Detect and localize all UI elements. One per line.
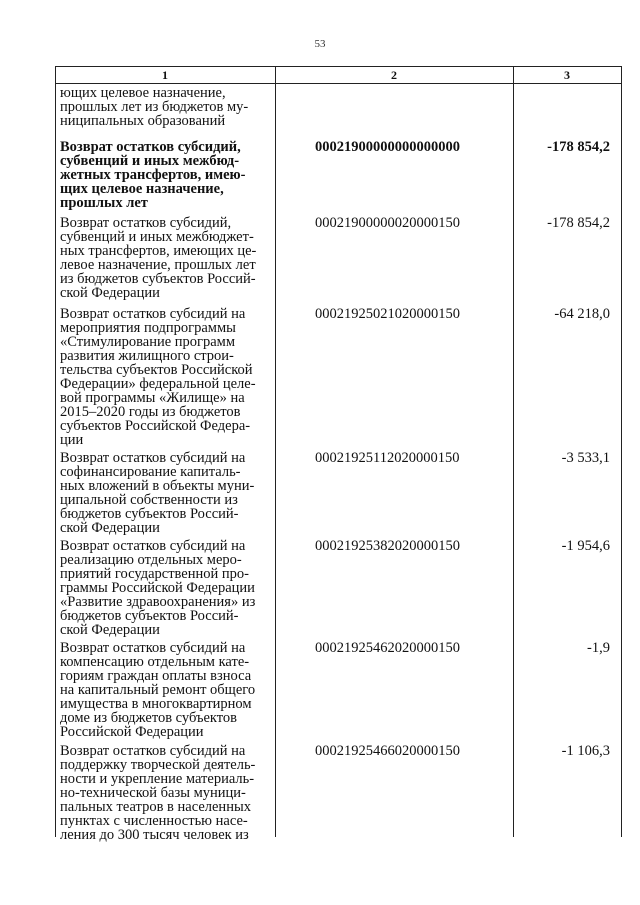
header-col-1: 1 bbox=[162, 68, 168, 82]
row-description: Возврат остатков субсидий, субвенций и иных межбюджет- ных трансфертов, имеющих це- левое назначение, прошлых лет из бюджетов субъектов Россий- ской Федерации bbox=[60, 215, 257, 301]
row-code: 00021925112020000150 bbox=[315, 450, 460, 466]
row-code: 00021925382020000150 bbox=[315, 538, 460, 554]
row-description: Возврат остатков субсидий на софинансирование капиталь- ных вложений в объекты муни- ципальной собственности из бюджетов субъектов Россий- ской Федерации bbox=[60, 450, 255, 536]
row-code: 00021925466020000150 bbox=[315, 743, 460, 759]
row-description: Возврат остатков субсидий на компенсацию отдельным кате- гориям граждан оплаты взноса на капитальный ремонт общего имущества в многоквартирном доме из бюджетов субъектов Российской Федерации bbox=[60, 640, 256, 740]
row-amount: -178 854,2 bbox=[547, 139, 610, 155]
row-code: 00021900000020000150 bbox=[315, 215, 460, 231]
table-border-left bbox=[55, 67, 56, 837]
table-border-right bbox=[621, 67, 622, 837]
row-description: ющих целевое назначение, прошлых лет из бюджетов му- ниципальных образований bbox=[60, 85, 249, 129]
row-amount: -1 106,3 bbox=[561, 743, 610, 759]
header-col-2: 2 bbox=[391, 68, 397, 82]
row-amount: -64 218,0 bbox=[554, 306, 610, 322]
row-description: Возврат остатков субсидий на поддержку творческой деятель- ности и укрепление материаль- но-технической базы муници- пальных театров в населенных пунктах с численностью насе- ления до 300 тысяч человек из bbox=[60, 743, 256, 843]
row-description: Возврат остатков субсидий, субвенций и иных межбюд- жетных трансфертов, имею- щих целевое назначение, прошлых лет bbox=[60, 139, 246, 211]
table-header bbox=[55, 67, 622, 84]
row-amount: -1,9 bbox=[587, 640, 610, 656]
row-code: 00021925462020000150 bbox=[315, 640, 460, 656]
budget-table bbox=[55, 66, 622, 843]
page-number: 53 bbox=[314, 38, 326, 50]
row-amount: -178 854,2 bbox=[547, 215, 610, 231]
row-description: Возврат остатков субсидий на реализацию отдельных меро- приятий государственной про- граммы Российской Федерации «Развитие здравоохранения» из бюджетов субъектов Россий- ской Федерации bbox=[60, 538, 256, 638]
row-amount: -3 533,1 bbox=[561, 450, 610, 466]
header-col-3: 3 bbox=[564, 68, 570, 82]
table-divider-1 bbox=[275, 67, 276, 837]
row-code: 00021900000000000000 bbox=[315, 139, 460, 155]
row-description: Возврат остатков субсидий на мероприятия подпрограммы «Стимулирование программ развития жилищного строи- тельства субъектов Российской Федерации» федеральной целе- вой программы «Жилище» на 2015–2020 годы из бюджетов субъектов Российской Федера- ции bbox=[60, 306, 256, 448]
row-amount: -1 954,6 bbox=[561, 538, 610, 554]
row-code: 00021925021020000150 bbox=[315, 306, 460, 322]
